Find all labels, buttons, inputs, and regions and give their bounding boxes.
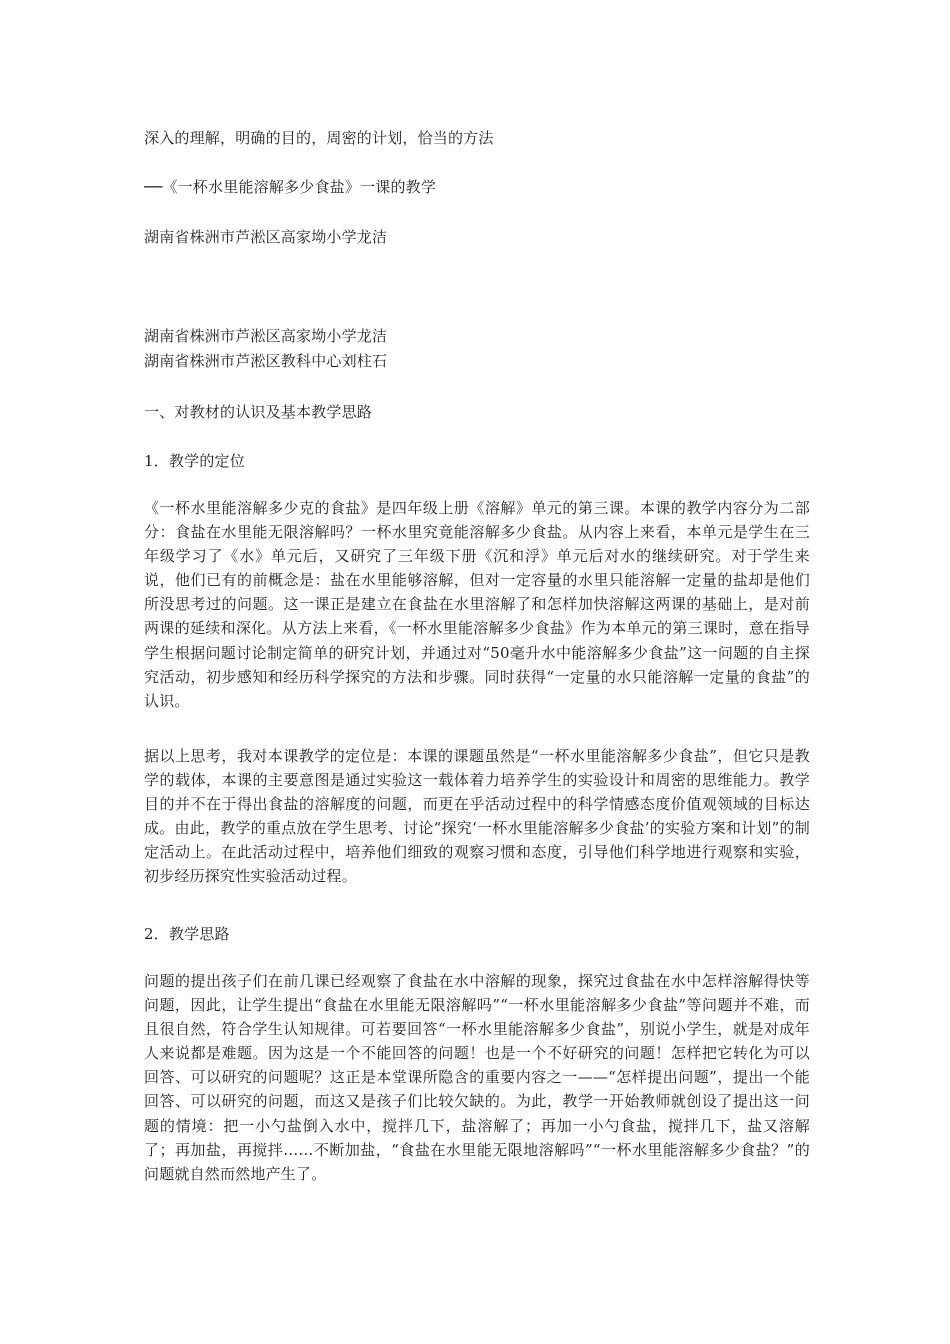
paragraph-2: 据以上思考，我对本课教学的定位是：本课的课题虽然是“一杯水里能溶解多少食盐”，但它只是教学的载体，本课的主要意图是通过实验这一载体着力培养学生的实验设计和周密的思维能力。教学目的并不在于得出食盐的溶解度的问题，而更在乎活动过程中的科学情感态度价值观领域的目标达成。由此，教学的重点放在学生思考、讨论“探究‘一杯水里能溶解多少食盐’的实验方案和计划”的制定活动上。在此活动过程中，培养他们细致的观察习惯和态度，引导他们科学地进行观察和实验，初步经历探究性实验活动过程。 (144, 747, 810, 886)
author-2: 湖南省株洲市芦淞区教科中心刘柱石 (144, 352, 388, 370)
section-heading: 一、对教材的认识及基本教学思路 (144, 403, 373, 421)
document-subtitle: ──《一杯水里能溶解多少食盐》一课的教学 (144, 178, 437, 196)
author-1: 湖南省株洲市芦淞区高家坳小学龙洁 (144, 327, 388, 345)
paragraph-3: 问题的提出孩子们在前几课已经观察了食盐在水中溶解的现象，探究过食盐在水中怎样溶解得快等问题，因此，让学生提出“食盐在水里能无限溶解吗”“一杯水里能溶解多少食盐”等问题并不难，而且很自然，符合学生认知规律。可若要回答“一杯水里能溶解多少食盐”，别说小学生，就是对成年人来说都是难题。因为这是一个不能回答的问题！也是一个不好研究的问题！怎样把它转化为可以回答、可以研究的问题呢？这正是本堂课所隐含的重要内容之一——“怎样提出问题”，提出一个能回答、可以研究的问题，而这又是孩子们比较欠缺的。为此，教学一开始教师就创设了提出这一问题的情境：把一小勺盐倒入水中，搅拌几下，盐溶解了；再加一小勺食盐，搅拌几下，盐又溶解了；再加盐，再搅拌……不断加盐，“食盐在水里能无限地溶解吗”“一杯水里能溶解多少食盐？”的问题就自然而然地产生了。 (144, 972, 810, 1183)
author-line: 湖南省株洲市芦淞区高家坳小学龙洁 (144, 228, 388, 246)
subsection-heading-1: 1．教学的定位 (144, 452, 245, 470)
paragraph-1: 《一杯水里能溶解多少克的食盐》是四年级上册《溶解》单元的第三课。本课的教学内容分为二部分：食盐在水里能无限溶解吗？一杯水里究竟能溶解多少食盐。从内容上来看，本单元是学生在三年级学习了《水》单元后，又研究了三年级下册《沉和浮》单元后对水的继续研究。对于学生来说，他们已有的前概念是：盐在水里能够溶解，但对一定容量的水里只能溶解一定量的盐却是他们所没思考过的问题。这一课正是建立在食盐在水里溶解了和怎样加快溶解这两课的基础上，是对前两课的延续和深化。从方法上来看，《一杯水里能溶解多少食盐》作为本单元的第三课时，意在指导学生根据问题讨论制定简单的研究计划，并通过对“50毫升水中能溶解多少食盐”这一问题的自主探究活动，初步感知和经历科学探究的方法和步骤。同时获得“一定量的水只能溶解一定量的食盐”的认识。 (144, 499, 810, 710)
document-title: 深入的理解，明确的目的，周密的计划，恰当的方法 (144, 129, 494, 147)
subsection-heading-2: 2．教学思路 (144, 925, 230, 943)
